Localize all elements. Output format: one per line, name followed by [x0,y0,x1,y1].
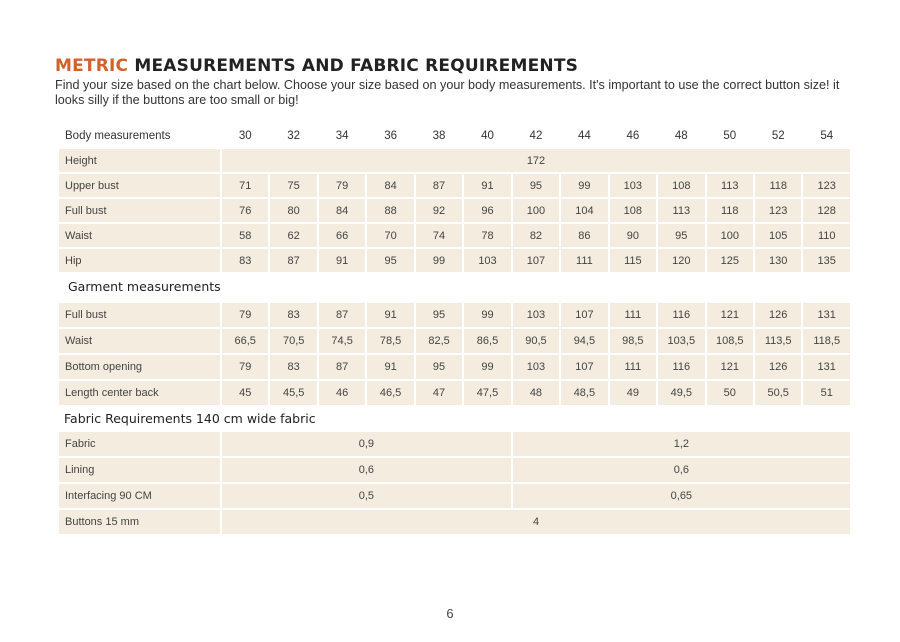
garment-section-title: Garment measurements [68,279,221,294]
cell-value: 75 [270,174,316,197]
cell-value: 125 [707,249,753,272]
cell-value: 91 [367,303,413,327]
cell-value: 107 [513,249,559,272]
height-row [59,149,850,172]
cell-value: 50,5 [755,381,801,405]
cell-value: 45,5 [270,381,316,405]
cell-value: 110 [803,224,850,247]
body-measurements-table [57,122,852,274]
cell-value: 48,5 [561,381,607,405]
cell-value: 88 [367,199,413,222]
cell-value: 103,5 [658,329,704,353]
cell-value: 115 [610,249,656,272]
cell-value: 58 [222,224,268,247]
table-row [59,224,850,247]
cell-value: 100 [707,224,753,247]
cell-value: 91 [319,249,365,272]
cell-value: 82 [513,224,559,247]
cell-value: 83 [270,303,316,327]
cell-value: 118 [755,174,801,197]
size-header: 52 [771,129,785,142]
fabric-large-sizes: 0,65 [513,484,850,508]
cell-value: 66,5 [222,329,268,353]
row-label: Waist [59,224,220,247]
cell-value: 126 [755,355,801,379]
fabric-small-sizes: 0,9 [222,432,511,456]
size-header: 54 [820,129,834,142]
cell-value: 76 [222,199,268,222]
page-number: 6 [446,606,454,621]
table-row [59,458,850,482]
cell-value: 48 [513,381,559,405]
cell-value: 62 [270,224,316,247]
cell-value: 121 [707,355,753,379]
size-header: 46 [626,129,640,142]
cell-value: 87 [319,303,365,327]
cell-value: 66 [319,224,365,247]
body-measurements-header: Body measurements [65,129,171,142]
cell-value: 103 [513,355,559,379]
cell-value: 126 [755,303,801,327]
cell-value: 123 [803,174,850,197]
table-row [59,484,850,508]
intro-text: Find your size based on the chart below. Choose your size based on your body measurements. It's important to use the correct button size! it looks silly if the buttons are too small or big! [55,78,840,107]
cell-value: 130 [755,249,801,272]
cell-value: 95 [513,174,559,197]
cell-value: 99 [464,303,510,327]
title-accent: METRIC [55,56,129,76]
row-label: Height [59,149,220,172]
cell-value: 74,5 [319,329,365,353]
row-label: Length center back [59,381,220,405]
cell-value: 116 [658,303,704,327]
cell-value: 79 [319,174,365,197]
cell-value: 47 [416,381,462,405]
cell-value: 105 [755,224,801,247]
cell-value: 113,5 [755,329,801,353]
cell-value: 95 [416,355,462,379]
fabric-large-sizes: 1,2 [513,432,850,456]
cell-value: 99 [416,249,462,272]
cell-value: 87 [270,249,316,272]
row-label: Buttons 15 mm [59,510,220,534]
row-label: Upper bust [59,174,220,197]
table-row [59,303,850,327]
cell-value: 98,5 [610,329,656,353]
fabric-small-sizes: 0,6 [222,458,511,482]
cell-value: 80 [270,199,316,222]
table-row [59,199,850,222]
cell-value: 131 [803,355,850,379]
cell-value: 111 [610,355,656,379]
cell-value: 83 [270,355,316,379]
cell-value: 74 [416,224,462,247]
size-header: 30 [238,129,252,142]
size-header: 42 [529,129,543,142]
table-row [59,329,850,353]
fabric-small-sizes: 0,5 [222,484,511,508]
cell-value: 118 [707,199,753,222]
page-title [55,56,578,76]
size-header: 48 [674,129,688,142]
table-row [59,249,850,272]
cell-value: 95 [658,224,704,247]
table-row [59,381,850,405]
cell-value: 49 [610,381,656,405]
cell-value: 108,5 [707,329,753,353]
cell-value: 113 [658,199,704,222]
cell-value: 78 [464,224,510,247]
cell-value: 70,5 [270,329,316,353]
cell-value: 86 [561,224,607,247]
cell-value: 84 [319,199,365,222]
cell-value: 46 [319,381,365,405]
title-rest: MEASUREMENTS AND FABRIC REQUIREMENTS [128,56,579,76]
cell-value: 87 [416,174,462,197]
row-label: Waist [59,329,220,353]
size-header: 32 [287,129,301,142]
cell-value: 108 [610,199,656,222]
cell-value: 90,5 [513,329,559,353]
fabric-section-title: Fabric Requirements 140 cm wide fabric [64,411,316,426]
cell-value: 79 [222,303,268,327]
size-header: 40 [481,129,494,142]
cell-value: 99 [464,355,510,379]
height-value: 172 [222,149,850,172]
cell-value: 103 [610,174,656,197]
cell-value: 84 [367,174,413,197]
row-label: Fabric [59,432,220,456]
cell-value: 92 [416,199,462,222]
buttons-row [59,510,850,534]
cell-value: 70 [367,224,413,247]
cell-value: 96 [464,199,510,222]
cell-value: 123 [755,199,801,222]
cell-value: 91 [464,174,510,197]
cell-value: 50 [707,381,753,405]
cell-value: 82,5 [416,329,462,353]
cell-value: 87 [319,355,365,379]
cell-value: 99 [561,174,607,197]
cell-value: 111 [561,249,607,272]
cell-value: 49,5 [658,381,704,405]
garment-measurements-table [57,301,852,407]
cell-value: 79 [222,355,268,379]
cell-value: 107 [561,355,607,379]
row-label: Lining [59,458,220,482]
cell-value: 46,5 [367,381,413,405]
cell-value: 116 [658,355,704,379]
cell-value: 71 [222,174,268,197]
cell-value: 103 [464,249,510,272]
fabric-large-sizes: 0,6 [513,458,850,482]
cell-value: 95 [416,303,462,327]
size-header: 36 [384,129,397,142]
size-header: 50 [723,129,737,142]
cell-value: 94,5 [561,329,607,353]
cell-value: 120 [658,249,704,272]
cell-value: 90 [610,224,656,247]
cell-value: 107 [561,303,607,327]
row-label: Bottom opening [59,355,220,379]
cell-value: 103 [513,303,559,327]
cell-value: 113 [707,174,753,197]
size-header: 34 [335,129,349,142]
size-header: 38 [432,129,446,142]
cell-value: 47,5 [464,381,510,405]
cell-value: 86,5 [464,329,510,353]
cell-value: 51 [803,381,850,405]
cell-value: 121 [707,303,753,327]
cell-value: 91 [367,355,413,379]
cell-value: 78,5 [367,329,413,353]
cell-value: 118,5 [803,329,850,353]
table-row [59,174,850,197]
row-label: Interfacing 90 CM [59,484,220,508]
cell-value: 108 [658,174,704,197]
table-row [59,355,850,379]
row-label: Hip [59,249,220,272]
row-label: Full bust [59,303,220,327]
cell-value: 135 [803,249,850,272]
cell-value: 100 [513,199,559,222]
buttons-value: 4 [222,510,850,534]
fabric-requirements-table [57,430,852,536]
table-row [59,432,850,456]
cell-value: 104 [561,199,607,222]
cell-value: 111 [610,303,656,327]
row-label: Full bust [59,199,220,222]
size-header: 44 [578,129,591,142]
cell-value: 95 [367,249,413,272]
cell-value: 131 [803,303,850,327]
cell-value: 45 [222,381,268,405]
cell-value: 83 [222,249,268,272]
size-header-row [59,124,850,147]
cell-value: 128 [803,199,850,222]
